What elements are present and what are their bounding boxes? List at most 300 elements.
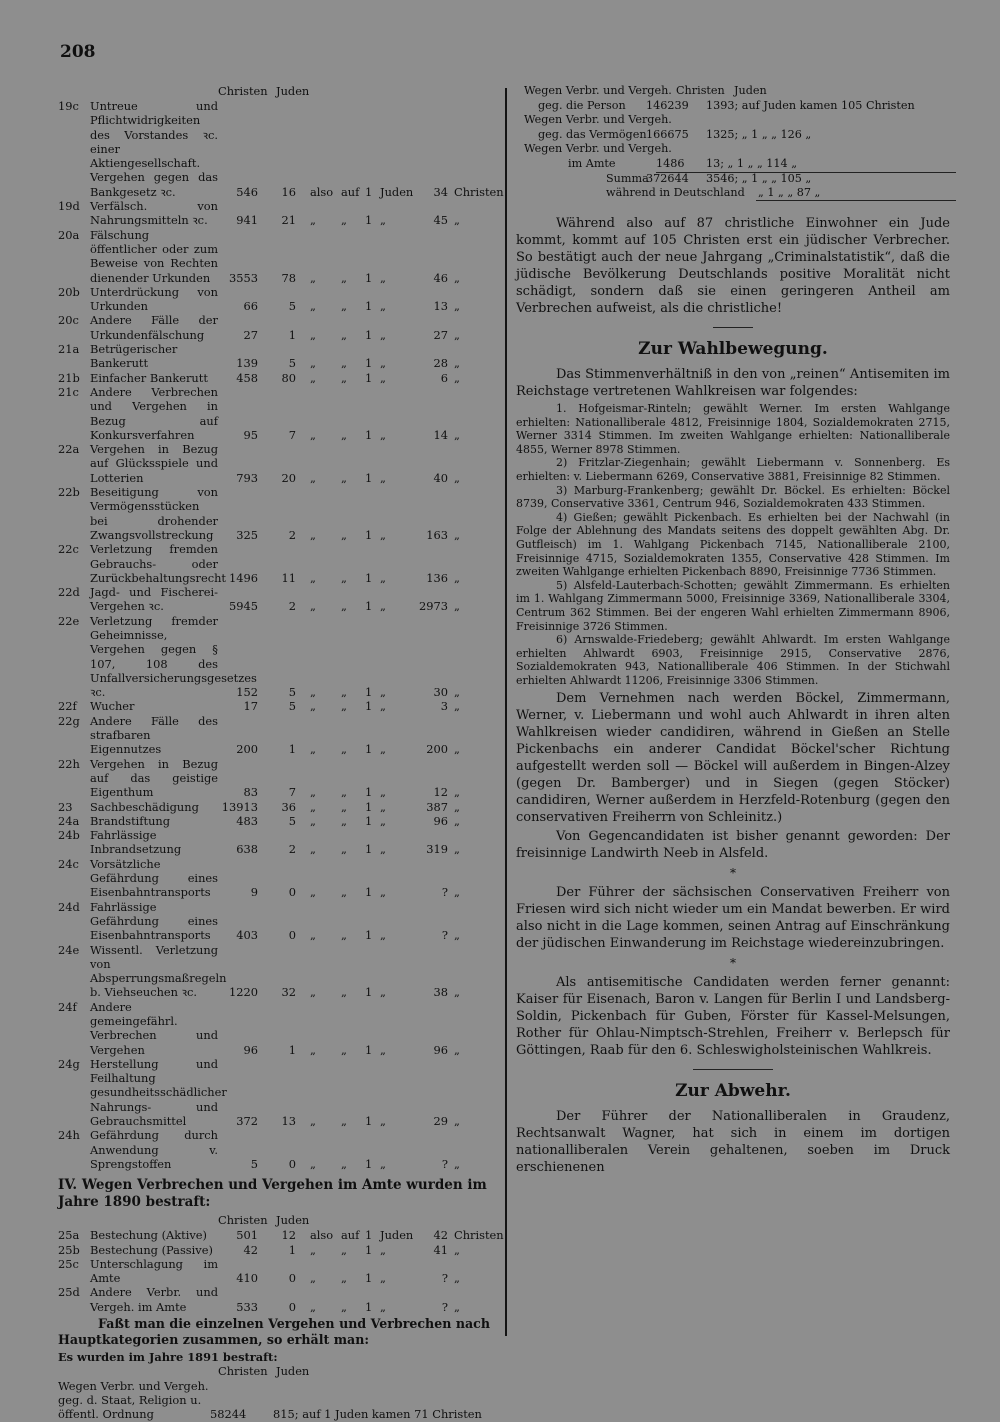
also-word: „ bbox=[310, 527, 316, 542]
ratio-value: ? bbox=[441, 1299, 448, 1314]
one-value: 1 bbox=[365, 1156, 373, 1171]
juden-count: 1 bbox=[288, 327, 296, 342]
also-word: „ bbox=[310, 928, 316, 943]
juden-word: „ bbox=[380, 270, 386, 285]
juden-word: „ bbox=[380, 356, 386, 371]
table-row bbox=[58, 1000, 490, 1057]
juden-word: „ bbox=[380, 470, 386, 485]
christen-count: 372 bbox=[236, 1114, 258, 1129]
also-word: „ bbox=[310, 370, 316, 385]
row-code: 24h bbox=[58, 1128, 80, 1143]
row-code: 20a bbox=[58, 227, 80, 242]
one-value: 1 bbox=[365, 1228, 373, 1243]
juden-word: „ bbox=[380, 327, 386, 342]
auf-word: „ bbox=[341, 299, 347, 314]
row-code: 20b bbox=[58, 284, 80, 299]
row-code: 24d bbox=[58, 899, 80, 914]
one-value: 1 bbox=[365, 184, 373, 199]
ratio-value: 319 bbox=[426, 842, 448, 857]
juden-count: 0 bbox=[288, 928, 296, 943]
auf-word: „ bbox=[341, 1271, 347, 1286]
juden-count: 0 bbox=[288, 1271, 296, 1286]
one-value: 1 bbox=[365, 742, 373, 757]
row-description: Jagd- und Fischerei-Vergehen ꝛc. bbox=[90, 585, 218, 614]
row-description: Gefährdung durch Anwendung v. Sprengstoffen bbox=[90, 1128, 218, 1171]
table-row bbox=[58, 1285, 490, 1314]
iv-table-header bbox=[58, 1213, 490, 1228]
ratio-value: 42 bbox=[433, 1228, 448, 1243]
ratio-value: ? bbox=[441, 928, 448, 943]
auf-word: „ bbox=[341, 785, 347, 800]
auf-word: „ bbox=[341, 470, 347, 485]
row-code: 23 bbox=[58, 799, 73, 814]
column-divider bbox=[505, 88, 507, 1336]
auf-word: „ bbox=[341, 1042, 347, 1057]
star-divider: * bbox=[730, 865, 736, 880]
table-row bbox=[58, 285, 490, 314]
ratio-value: 34 bbox=[433, 184, 448, 199]
row-code: 19d bbox=[58, 199, 80, 214]
summary-right-header-christen: Christen bbox=[676, 84, 725, 97]
also-word: „ bbox=[310, 1156, 316, 1171]
summary-right-header-label: Wegen Verbr. und Vergeh. bbox=[524, 84, 672, 97]
christen-count: 546 bbox=[236, 184, 258, 199]
ratio-value: ? bbox=[441, 1271, 448, 1286]
juden-word: „ bbox=[380, 570, 386, 585]
christen-count: 941 bbox=[236, 213, 258, 228]
juden-count: 11 bbox=[281, 570, 296, 585]
juden-count: 36 bbox=[281, 799, 296, 814]
deutschland-label: während in Deutschland bbox=[606, 186, 745, 200]
juden-word: Juden bbox=[380, 1228, 414, 1243]
summary-left-line3: öffentl. Ordnung bbox=[58, 1407, 154, 1422]
juden-count: 2 bbox=[288, 527, 296, 542]
ratio-value: 387 bbox=[426, 799, 448, 814]
header-juden: Juden bbox=[276, 84, 310, 98]
iv-header-christen: Christen bbox=[218, 1213, 268, 1228]
summary-right-label: geg. die Person bbox=[538, 98, 626, 112]
juden-word: „ bbox=[380, 1299, 386, 1314]
row-description: Herstellung und Feilhaltung gesundheitsschädlicher Nahrungs- und Gebrauchsmittel bbox=[90, 1056, 227, 1129]
christen-word: „ bbox=[454, 799, 460, 814]
table-header bbox=[58, 84, 490, 99]
table-row bbox=[58, 542, 490, 585]
auf-word: „ bbox=[341, 356, 347, 371]
one-value: 1 bbox=[365, 813, 373, 828]
row-description: Bestechung (Passive) bbox=[90, 1242, 213, 1257]
ratio-value: 27 bbox=[433, 327, 448, 342]
row-code: 22d bbox=[58, 585, 80, 600]
row-code: 24e bbox=[58, 942, 80, 957]
summa-rest: 3546; „ 1 „ „ 105 „ bbox=[706, 171, 812, 185]
christen-count: 42 bbox=[243, 1242, 258, 1257]
table-row bbox=[58, 313, 490, 342]
row-description: Andere Verbrechen und Vergehen in Bezug auf Konkursverfahren bbox=[90, 384, 218, 442]
christen-word: „ bbox=[454, 356, 460, 371]
table-row bbox=[58, 99, 504, 199]
juden-count: 7 bbox=[288, 785, 296, 800]
table-row bbox=[58, 943, 490, 1000]
christen-count: 200 bbox=[236, 742, 258, 757]
ratio-value: ? bbox=[441, 885, 448, 900]
row-code: 21c bbox=[58, 384, 79, 399]
christen-count: 13913 bbox=[221, 799, 258, 814]
table-row bbox=[58, 699, 490, 713]
star-divider: * bbox=[730, 955, 736, 970]
one-value: 1 bbox=[365, 370, 373, 385]
ratio-value: 13 bbox=[433, 299, 448, 314]
christen-count: 152 bbox=[236, 685, 258, 700]
auf-word: auf bbox=[341, 184, 360, 199]
table-row bbox=[58, 814, 490, 828]
table-row bbox=[58, 371, 490, 385]
christen-word: „ bbox=[454, 470, 460, 485]
christen-word: „ bbox=[454, 427, 460, 442]
juden-word: „ bbox=[380, 213, 386, 228]
row-description: Einfacher Bankerutt bbox=[90, 370, 208, 385]
auf-word: „ bbox=[341, 427, 347, 442]
christen-word: „ bbox=[454, 1156, 460, 1171]
one-value: 1 bbox=[365, 799, 373, 814]
separator bbox=[693, 1069, 773, 1070]
summary-year: Es wurden im Jahre 1891 bestraft: bbox=[58, 1350, 278, 1365]
table-row bbox=[58, 385, 490, 442]
auf-word: „ bbox=[341, 1299, 347, 1314]
summary-right-label: Wegen Verbr. und Vergeh. bbox=[524, 113, 672, 127]
christen-word: „ bbox=[454, 527, 460, 542]
christen-count: 9 bbox=[250, 885, 258, 900]
one-value: 1 bbox=[365, 1114, 373, 1129]
table-row bbox=[58, 199, 490, 228]
table-row bbox=[58, 585, 490, 614]
juden-word: „ bbox=[380, 742, 386, 757]
auf-word: „ bbox=[341, 928, 347, 943]
row-description: Vergehen in Bezug auf Glücksspiele und Lotterien bbox=[90, 442, 218, 485]
also-word: „ bbox=[310, 599, 316, 614]
juden-count: 1 bbox=[288, 1042, 296, 1057]
also-word: „ bbox=[310, 570, 316, 585]
summary-right-rest: 13; „ 1 „ „ 114 „ bbox=[706, 156, 797, 170]
juden-word: „ bbox=[380, 985, 386, 1000]
juden-count: 2 bbox=[288, 842, 296, 857]
one-value: 1 bbox=[365, 213, 373, 228]
juden-count: 16 bbox=[281, 184, 296, 199]
one-value: 1 bbox=[365, 299, 373, 314]
row-code: 24a bbox=[58, 813, 80, 828]
christen-word: „ bbox=[454, 370, 460, 385]
ratio-value: 29 bbox=[433, 1114, 448, 1129]
row-code: 22e bbox=[58, 613, 80, 628]
summa-label: Summa bbox=[606, 171, 649, 185]
conclusion-paragraph: Während also auf 87 christliche Einwohner ein Jude kommt, kommt auf 105 Christen erst ein jüdischer Verbrecher. So bestätigt auch der neue Jahrgang „Criminalstatistik“, daß die jüdische Bevölkerung Deutschlands positive Moralität nicht schädigt, sondern daß sie einen geringeren Antheil am Verbrechen aufweist, als die christliche! bbox=[516, 215, 950, 316]
auf-word: „ bbox=[341, 699, 347, 714]
summary-right-header-juden: Juden bbox=[734, 84, 767, 97]
auf-word: „ bbox=[341, 1114, 347, 1129]
ratio-value: 96 bbox=[433, 1042, 448, 1057]
also-word: „ bbox=[310, 1242, 316, 1257]
row-code: 24c bbox=[58, 856, 79, 871]
ratio-value: 6 bbox=[440, 370, 448, 385]
row-description: Andere Fälle der Urkundenfälschung bbox=[90, 313, 218, 342]
auf-word: „ bbox=[341, 527, 347, 542]
also-word: „ bbox=[310, 299, 316, 314]
one-value: 1 bbox=[365, 985, 373, 1000]
christen-word: „ bbox=[454, 685, 460, 700]
juden-word: „ bbox=[380, 813, 386, 828]
row-code: 20c bbox=[58, 313, 79, 328]
header-christen: Christen bbox=[218, 84, 268, 98]
summary-right-rest: 1393; auf Juden kamen 105 Christen bbox=[706, 98, 915, 112]
row-code: 24f bbox=[58, 999, 77, 1014]
also-word: also bbox=[310, 1228, 334, 1243]
summary-right-christen: 146239 bbox=[646, 98, 689, 112]
row-code: 25c bbox=[58, 1256, 79, 1271]
table-row bbox=[58, 1257, 490, 1286]
christen-word: „ bbox=[454, 885, 460, 900]
christen-word: „ bbox=[454, 842, 460, 857]
christen-count: 139 bbox=[236, 356, 258, 371]
juden-word: „ bbox=[380, 685, 386, 700]
christen-count: 17 bbox=[243, 699, 258, 714]
one-value: 1 bbox=[365, 427, 373, 442]
also-word: „ bbox=[310, 785, 316, 800]
juden-word: „ bbox=[380, 1242, 386, 1257]
row-description: Fahrlässige Inbrandsetzung bbox=[90, 828, 182, 857]
juden-word: „ bbox=[380, 1042, 386, 1057]
summary-left-line2: geg. d. Staat, Religion u. bbox=[58, 1392, 202, 1407]
ratio-value: 136 bbox=[426, 570, 448, 585]
row-code: 24b bbox=[58, 828, 80, 843]
abwehr-paragraph: Der Führer der Nationalliberalen in Graudenz, Rechtsanwalt Wagner, hat sich in einem im dortigen nationalliberalen Verein gehaltenen, soeben im Druck erschienenen bbox=[516, 1109, 950, 1176]
deutschland-rest: „ 1 „ „ 87 „ bbox=[758, 186, 821, 200]
also-word: „ bbox=[310, 1114, 316, 1129]
christen-count: 638 bbox=[236, 842, 258, 857]
table-row bbox=[58, 714, 490, 757]
row-description: Wissentl. Verletzung von Absperrungsmaßregeln b. Viehseuchen ꝛc. bbox=[90, 942, 227, 1000]
row-code: 25a bbox=[58, 1228, 80, 1243]
one-value: 1 bbox=[365, 699, 373, 714]
wahl-item: 2) Fritzlar-Ziegenhain; gewählt Liebermann v. Sonnenberg. Es erhielten: v. Liebermann 6269, Conservative 3881, Freisinnige 82 Stimmen. bbox=[516, 456, 950, 484]
christen-count: 403 bbox=[236, 928, 258, 943]
iv-header-juden: Juden bbox=[276, 1213, 310, 1228]
summary-right-christen: 166675 bbox=[646, 127, 689, 141]
row-code: 22f bbox=[58, 699, 77, 714]
auf-word: auf bbox=[341, 1228, 360, 1243]
one-value: 1 bbox=[365, 785, 373, 800]
one-value: 1 bbox=[365, 1271, 373, 1286]
juden-count: 0 bbox=[288, 885, 296, 900]
christen-count: 95 bbox=[243, 427, 258, 442]
juden-count: 5 bbox=[288, 685, 296, 700]
one-value: 1 bbox=[365, 599, 373, 614]
christen-count: 3553 bbox=[229, 270, 258, 285]
table-row bbox=[58, 1228, 504, 1243]
juden-word: „ bbox=[380, 1271, 386, 1286]
row-description: Andere Verbr. und Vergeh. im Amte bbox=[90, 1285, 218, 1314]
juden-word: „ bbox=[380, 885, 386, 900]
also-word: also bbox=[310, 184, 334, 199]
one-value: 1 bbox=[365, 570, 373, 585]
juden-count: 21 bbox=[281, 213, 296, 228]
row-description: Fahrlässige Gefährdung eines Eisenbahntransports bbox=[90, 899, 218, 943]
juden-count: 78 bbox=[281, 270, 296, 285]
wahl-item: 1. Hofgeismar-Rinteln; gewählt Werner. Im ersten Wahlgange erhielten: Nationalliberale 4812, Freisinnige 1804, Sozialdemokraten 2715, Werner 3314 Stimmen. Im zweiten Wahlgange erhielten: Nationalliberale 4855, Werner 8978 Stimmen. bbox=[516, 402, 950, 456]
row-description: Andere Fälle des strafbaren Eigennutzes bbox=[90, 713, 218, 757]
christen-count: 5945 bbox=[229, 599, 258, 614]
auf-word: „ bbox=[341, 1156, 347, 1171]
christen-word: „ bbox=[454, 1299, 460, 1314]
juden-count: 5 bbox=[288, 813, 296, 828]
also-word: „ bbox=[310, 885, 316, 900]
auf-word: „ bbox=[341, 570, 347, 585]
one-value: 1 bbox=[365, 685, 373, 700]
table-row bbox=[58, 757, 490, 800]
also-word: „ bbox=[310, 699, 316, 714]
christen-word: „ bbox=[454, 213, 460, 228]
row-description: Verletzung fremder Geheimnisse, Vergehen gegen § 107, 108 des Unfallversicherungsgesetzes ꝛc. bbox=[90, 613, 257, 700]
auf-word: „ bbox=[341, 599, 347, 614]
row-code: 22b bbox=[58, 485, 80, 500]
juden-count: 7 bbox=[288, 427, 296, 442]
also-word: „ bbox=[310, 799, 316, 814]
juden-word: „ bbox=[380, 842, 386, 857]
summary-header-juden: Juden bbox=[276, 1364, 310, 1379]
ratio-value: 3 bbox=[440, 699, 448, 714]
row-code: 19c bbox=[58, 99, 79, 113]
juden-count: 12 bbox=[281, 1228, 296, 1243]
one-value: 1 bbox=[365, 470, 373, 485]
juden-word: „ bbox=[380, 299, 386, 314]
christen-count: 458 bbox=[236, 370, 258, 385]
separator bbox=[713, 327, 753, 328]
christen-count: 533 bbox=[236, 1299, 258, 1314]
row-description: Betrügerischer Bankerutt bbox=[90, 342, 178, 371]
juden-count: 80 bbox=[281, 370, 296, 385]
christen-count: 1496 bbox=[229, 570, 258, 585]
one-value: 1 bbox=[365, 270, 373, 285]
juden-count: 20 bbox=[281, 470, 296, 485]
right-column bbox=[516, 84, 950, 1178]
table-row bbox=[58, 342, 490, 371]
auf-word: „ bbox=[341, 885, 347, 900]
one-value: 1 bbox=[365, 1299, 373, 1314]
christen-count: 483 bbox=[236, 813, 258, 828]
juden-count: 5 bbox=[288, 356, 296, 371]
table-row bbox=[58, 614, 490, 700]
summa-christen: 372644 bbox=[646, 171, 689, 185]
also-word: „ bbox=[310, 1042, 316, 1057]
juden-count: 1 bbox=[288, 1242, 296, 1257]
table-row bbox=[58, 1243, 490, 1257]
juden-word: „ bbox=[380, 599, 386, 614]
summary-right-christen: 1486 bbox=[656, 156, 685, 170]
auf-word: „ bbox=[341, 685, 347, 700]
row-description: Untreue und Pflichtwidrigkeiten des Vorstandes ꝛc. einer Aktiengesellschaft. Vergehen gegen das Bankgesetz ꝛc. bbox=[90, 99, 218, 199]
row-code: 21b bbox=[58, 370, 80, 385]
wahl-item: 4) Gießen; gewählt Pickenbach. Es erhielten bei der Nachwahl (in Folge der Ablehnung des Mandats seitens des doppelt gewählten Abg. Dr. Gutfleisch) im 1. Wahlgang Pickenbach 7145, Nationalliberale 2100, Freisinnige 4715, Sozialdemokraten 1355, Conservative 428 Stimmen. Im zweiten Wahlgange erhielten Pickenbach 8890, Freisinnige 7736 Stimmen. bbox=[516, 510, 950, 579]
row-description: Bestechung (Aktive) bbox=[90, 1228, 207, 1243]
row-code: 22h bbox=[58, 756, 80, 771]
summary-right-label: Wegen Verbr. und Vergeh. bbox=[524, 142, 672, 156]
auf-word: „ bbox=[341, 213, 347, 228]
also-word: „ bbox=[310, 470, 316, 485]
one-value: 1 bbox=[365, 842, 373, 857]
christen-word: „ bbox=[454, 270, 460, 285]
summary-intro: Faßt man die einzelnen Vergehen und Verbrechen nach Hauptkategorien zusammen, so erhält man: bbox=[58, 1316, 490, 1348]
juden-word: „ bbox=[380, 785, 386, 800]
row-code: 22g bbox=[58, 713, 80, 728]
summary-right-rest: 1325; „ 1 „ „ 126 „ bbox=[706, 127, 812, 141]
table-row bbox=[58, 800, 490, 814]
christen-word: „ bbox=[454, 813, 460, 828]
wahl-intro: Das Stimmenverhältniß in den von „reinen“ Antisemiten im Reichstage vertretenen Wahlkreisen war folgendes: bbox=[516, 367, 950, 400]
wahl-item: 3) Marburg-Frankenberg; gewählt Dr. Böckel. Es erhielten: Böckel 8739, Conservative 3361, Centrum 946, Sozialdemokraten 433 Stimmen. bbox=[516, 483, 950, 511]
ratio-value: 2973 bbox=[419, 599, 448, 614]
christen-count: 501 bbox=[236, 1228, 258, 1243]
juden-word: „ bbox=[380, 928, 386, 943]
auf-word: „ bbox=[341, 813, 347, 828]
auf-word: „ bbox=[341, 842, 347, 857]
ratio-value: 30 bbox=[433, 685, 448, 700]
abwehr-heading: Zur Abwehr. bbox=[675, 1081, 791, 1102]
table-row bbox=[58, 900, 490, 943]
auf-word: „ bbox=[341, 1242, 347, 1257]
ratio-value: 45 bbox=[433, 213, 448, 228]
table-row bbox=[58, 228, 490, 285]
ratio-value: 40 bbox=[433, 470, 448, 485]
row-code: 22a bbox=[58, 442, 80, 457]
row-description: Unterschlagung im Amte bbox=[90, 1256, 218, 1286]
row-description: Fälschung öffentlicher oder zum Beweise von Rechten dienender Urkunden bbox=[90, 227, 218, 285]
row-code: 25d bbox=[58, 1285, 80, 1300]
also-word: „ bbox=[310, 685, 316, 700]
juden-word: „ bbox=[380, 1114, 386, 1129]
christen-word: Christen bbox=[454, 184, 504, 199]
juden-word: Juden bbox=[380, 184, 414, 199]
summary-header-christen: Christen bbox=[218, 1364, 268, 1379]
one-value: 1 bbox=[365, 356, 373, 371]
also-word: „ bbox=[310, 813, 316, 828]
summary-left-christen: 58244 bbox=[210, 1407, 247, 1422]
christen-word: „ bbox=[454, 327, 460, 342]
one-value: 1 bbox=[365, 527, 373, 542]
row-description: Beseitigung von Vermögensstücken bei drohender Zwangsvollstreckung bbox=[90, 485, 218, 542]
row-code: 21a bbox=[58, 342, 80, 357]
wahl-paragraph: Von Gegencandidaten ist bisher genannt geworden: Der freisinnige Landwirth Neeb in Alsfeld. bbox=[516, 828, 950, 861]
juden-word: „ bbox=[380, 1156, 386, 1171]
also-word: „ bbox=[310, 742, 316, 757]
one-value: 1 bbox=[365, 327, 373, 342]
christen-count: 325 bbox=[236, 527, 258, 542]
row-description: Sachbeschädigung bbox=[90, 799, 199, 814]
one-value: 1 bbox=[365, 1042, 373, 1057]
sum-rule-2 bbox=[756, 200, 956, 201]
wahl-paragraph: Als antisemitische Candidaten werden ferner genannt: Kaiser für Eisenach, Baron v. Langen für Berlin I und Landsberg-Soldin, Pickenbach für Guben, Förster für Kassel-Melsungen, Rother für Ohlau-Nimptsch-Strehlen, Freiherr v. Berlepsch für Göttingen, Raab für den 6. Schleswigholsteinischen Wahlkreis. bbox=[516, 975, 950, 1059]
table-row bbox=[58, 1128, 490, 1171]
christen-count: 27 bbox=[243, 327, 258, 342]
christen-word: „ bbox=[454, 599, 460, 614]
left-column bbox=[58, 84, 504, 1422]
juden-word: „ bbox=[380, 527, 386, 542]
christen-word: „ bbox=[454, 985, 460, 1000]
also-word: „ bbox=[310, 842, 316, 857]
ratio-value: 41 bbox=[433, 1242, 448, 1257]
auf-word: „ bbox=[341, 270, 347, 285]
christen-word: „ bbox=[454, 742, 460, 757]
christen-word: „ bbox=[454, 570, 460, 585]
table-row bbox=[58, 485, 490, 542]
row-description: Verfälsch. von Nahrungsmitteln ꝛc. bbox=[90, 199, 218, 228]
